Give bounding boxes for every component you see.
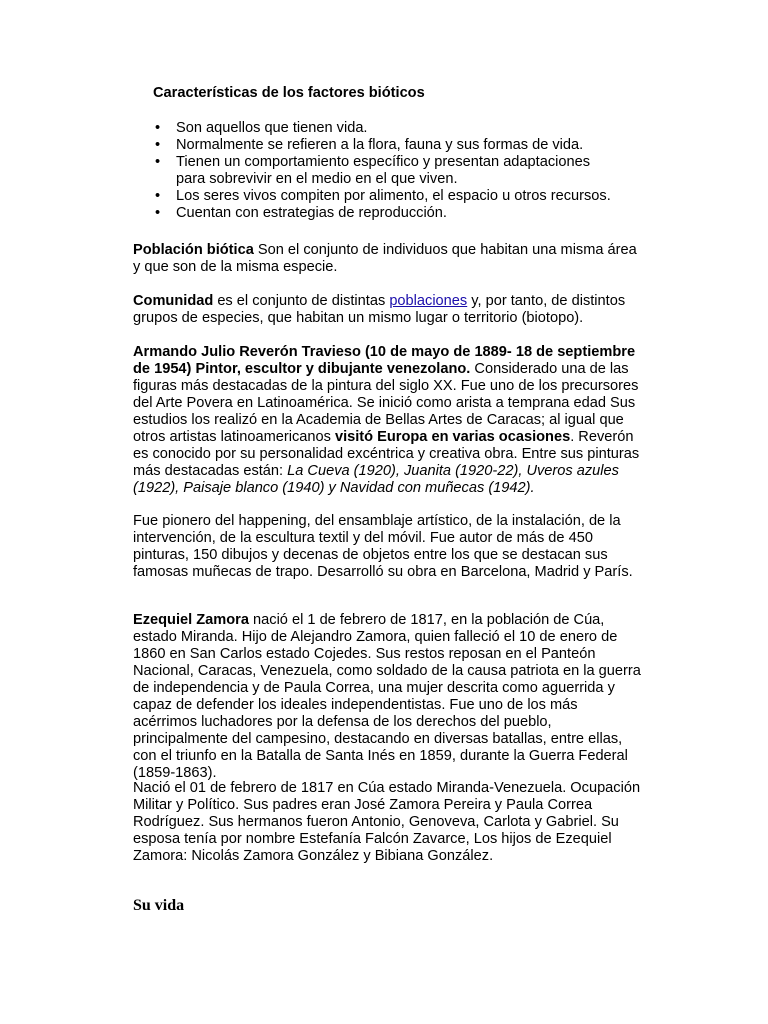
list-item: • Son aquellos que tienen vida. <box>155 120 368 136</box>
reveron-title: Armando Julio Reverón Travieso (10 de mayo de 1889- 18 de septiembre de 1954) Pintor, escultor y dibujante venezolano. <box>133 344 636 377</box>
bullet-icon: • <box>155 205 161 221</box>
poblacion-paragraph: Población biótica Son el conjunto de individuos que habitan una misma área y que son de la misma especie. <box>133 242 637 275</box>
bullet-icon: • <box>155 120 161 136</box>
comunidad-term: Comunidad <box>133 293 214 309</box>
paintings-list: La Cueva (1920), Juanita (1920-22), Uveros azules (1922), Paisaje blanco (1940) y Navidad con muñecas (1942). <box>133 463 619 496</box>
list-item: • Normalmente se refieren a la flora, fauna y sus formas de vida. <box>155 137 584 153</box>
reveron-paragraph-2: Fue pionero del happening, del ensamblaje artístico, de la instalación, de la intervención, de la escultura textil y del móvil. Fue autor de más de 450 pinturas, 150 dibujos y decenas de objetos entre los que se destacan sus famosas muñecas de trapo. Desarrolló su obra en Barcelona, Madrid y París. <box>133 513 633 580</box>
bullet-icon: • <box>155 188 161 204</box>
list-item: • Los seres vivos compiten por alimento, el espacio u otros recursos. <box>155 188 611 204</box>
list-item: • Tienen un comportamiento específico y presentan adaptaciones para sobrevivir en el medio en el que viven. <box>155 154 591 187</box>
zamora-paragraph-2: Nació el 01 de febrero de 1817 en Cúa estado Miranda-Venezuela. Ocupación Militar y Político. Sus padres eran José Zamora Pereira y Paula Correa Rodríguez. Sus hermanos fueron Antonio, Genoveva, Carlota y Gabriel. Su esposa tenía por nombre Estefanía Falcón Zavarce, Los hijos de Ezequiel Zamora: Nicolás Zamora González y Bibiana González. <box>133 780 641 864</box>
section-heading: Características de los factores bióticos <box>153 85 425 101</box>
characteristics-list <box>153 120 623 222</box>
list-item: • Cuentan con estrategias de reproducción. <box>155 205 447 221</box>
zamora-term: Ezequiel Zamora <box>133 612 249 628</box>
su-vida-heading: Su vida <box>133 897 185 914</box>
zamora-paragraph: Ezequiel Zamora nació el 1 de febrero de 1817, en la población de Cúa, estado Miranda. Hijo de Alejandro Zamora, quien falleció el 10 de enero de 1860 en San Carlos estado Cojedes. Sus restos reposan en el Panteón Nacional, Caracas, Venezuela, como soldado de la causa patriota en la guerra de independencia y de Paula Correa, una mujer descrita como aguerrida y capaz de defender los ideales independentistas. Fue uno de los más acérrimos luchadores por la defensa de los derechos del pueblo, principalmente del campesino, destacando en diversas batallas, entre ellas, con el triunfo en la Batalla de Santa Inés en 1859, durante la Guerra Federal (1859-1863). <box>133 612 641 781</box>
reveron-paragraph: Armando Julio Reverón Travieso (10 de mayo de 1889- 18 de septiembre de 1954) Pintor, escultor y dibujante venezolano. Considerado una de las figuras más destacadas de la pintura del siglo XX. Fue uno de los precursores del Arte Povera en Latinoamérica. Se inició como arista a temprana edad Sus estudios los realizó en la Academia de Bellas Artes de Caracas; al igual que otros artistas latinoamericanos visitó Europa en varias ocasiones. Reverón es conocido por su personalidad excéntrica y creativa obra. Entre sus pinturas más destacadas están: La Cueva (1920), Juanita (1920-22), Uveros azules (1922), Paisaje blanco (1940) y Navidad con muñecas (1942). <box>133 344 640 496</box>
poblacion-term: Población biótica <box>133 242 254 258</box>
comunidad-paragraph: Comunidad es el conjunto de distintas poblaciones y, por tanto, de distintos grupos de especies, que habitan un mismo lugar o territorio (biotopo). <box>133 293 626 326</box>
bullet-icon: • <box>155 154 161 170</box>
poblaciones-link[interactable]: poblaciones <box>389 293 468 309</box>
bullet-icon: • <box>155 137 161 153</box>
